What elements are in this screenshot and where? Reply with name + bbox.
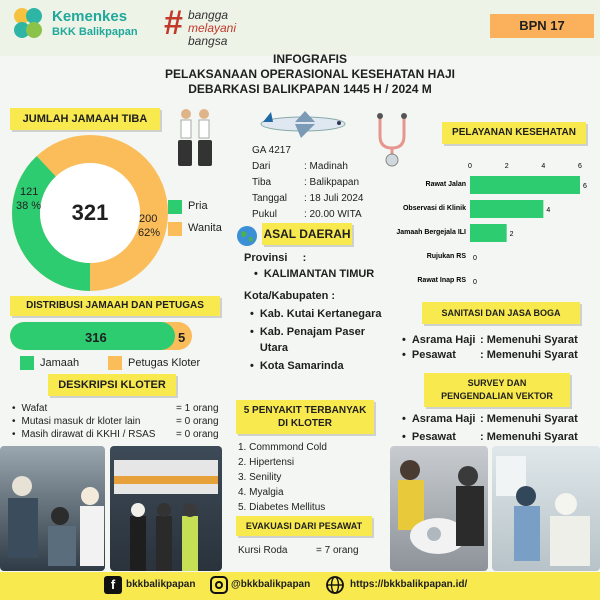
logo-title: Kemenkes (52, 8, 128, 25)
flight-row-value: : 18 Juli 2024 (304, 193, 364, 204)
distribusi-petugas-value: 5 (178, 330, 186, 345)
penyakit-item-label: Diabetes Mellitus (249, 502, 326, 513)
distribusi-heading: DISTRIBUSI JAMAAH DAN PETUGAS (10, 296, 220, 316)
legend-jamaah-label: Jamaah (40, 357, 80, 369)
sanitasi-row-value: : Memenuhi Syarat (480, 334, 578, 346)
deskripsi-heading: DESKRIPSI KLOTER (48, 374, 176, 396)
penyakit-heading-line-2: DI KLOTER (278, 418, 332, 429)
distribusi-jamaah-value: 316 (85, 330, 107, 345)
sanitasi-row-value: : Memenuhi Syarat (480, 349, 578, 361)
deskripsi-rows (12, 402, 219, 441)
evakuasi-label: Kursi Roda (238, 545, 288, 556)
penyakit-item: 3. Senility (238, 472, 282, 483)
survey-heading (424, 373, 570, 407)
kota-item-label: Kab. Penajam Paser Utara (259, 326, 366, 354)
value-label: 0 (473, 279, 477, 286)
title-line-2: PELAKSANAAN OPERASIONAL KESEHATAN HAJI (164, 67, 456, 81)
photo-arrival-cabin (0, 446, 105, 571)
kota-item-label: Kab. Kutai Kertanegara (259, 308, 382, 320)
flight-row-value: : Balikpapan (304, 177, 360, 188)
pilgrims-luggage-icon (174, 106, 218, 168)
value-label: 6 (583, 183, 587, 190)
bar (470, 200, 543, 218)
value-label: 0 (473, 255, 477, 262)
flight-row (252, 175, 364, 191)
sanitasi-rows (402, 333, 578, 363)
airplane-icon (255, 108, 350, 140)
value-label: 4 (546, 207, 551, 214)
flight-row (252, 207, 364, 223)
value-label: 2 (509, 231, 514, 238)
facebook-handle[interactable]: bkkbalikpapan (126, 579, 196, 590)
deskripsi-row-label: • Mutasi masuk dr kloter lain (12, 415, 176, 428)
survey-rows (402, 410, 578, 446)
flight-row-value: : 20.00 WITA (304, 209, 362, 220)
asal-heading: ASAL DAERAH (262, 223, 352, 245)
kota-item: • Kab. Kutai Kertanegara (250, 308, 382, 320)
globe-icon (236, 225, 258, 247)
survey-heading-line-1: SURVEY DAN (467, 378, 527, 388)
slogan-line-1: bangga (188, 8, 229, 22)
title-line-3: DEBARKASI BALIKPAPAN 1445 H / 2024 M (188, 82, 432, 96)
flight-row (252, 159, 364, 175)
deskripsi-row (12, 428, 219, 441)
sanitasi-row (402, 333, 578, 348)
photo-airport-apron (110, 446, 222, 571)
legend-wanita-swatch (168, 222, 182, 236)
flight-row-label: Dari (252, 161, 271, 172)
sanitasi-row (402, 348, 578, 363)
deskripsi-row-label: • Wafat (12, 402, 176, 415)
flight-code: GA 4217 (252, 145, 291, 156)
slogan-line-2: melayani (188, 21, 237, 35)
legend-jamaah-swatch (20, 356, 34, 370)
flight-row-label: Pukul (252, 209, 278, 220)
bar (470, 224, 507, 242)
penyakit-heading-line-1: 5 PENYAKIT TERBANYAK (243, 405, 367, 416)
pria-pct: 38 % (16, 200, 42, 212)
legend-pria-swatch (168, 200, 182, 214)
deskripsi-row-value: = 1 orang (176, 403, 219, 414)
survey-row (402, 410, 578, 428)
survey-row-label: • Asrama Haji (402, 410, 480, 428)
pria-count: 121 (20, 186, 39, 198)
x-tick-label: 0 (468, 163, 472, 170)
facebook-icon: f (104, 576, 122, 594)
legend-petugas-swatch (108, 356, 122, 370)
deskripsi-row (12, 402, 219, 415)
wanita-count: 200 (139, 213, 158, 225)
penyakit-item: 1. Commmond Cold (238, 442, 327, 453)
survey-row-value: : Memenuhi Syarat (480, 413, 578, 425)
donut-total: 321 (71, 200, 109, 225)
kota-list (250, 306, 385, 374)
wanita-pct: 62% (138, 227, 161, 239)
kota-item: • Kota Samarinda (250, 360, 344, 372)
slogan-hash: # (164, 4, 183, 42)
category-label: Rawat Jalan (425, 181, 466, 188)
x-tick-label: 6 (578, 163, 582, 170)
photo-patient-room (492, 446, 600, 571)
category-label: Observasi di Klinik (402, 205, 466, 212)
instagram-icon (210, 576, 228, 594)
bpn-badge: BPN 17 (490, 14, 594, 38)
title-line-1: INFOGRAFIS (273, 52, 347, 66)
flight-row-value: : Madinah (304, 161, 348, 172)
pelayanan-heading: PELAYANAN KESEHATAN (442, 122, 586, 144)
provinsi-label: Provinsi : (244, 252, 307, 264)
category-label: Rawat Inap RS (417, 277, 466, 284)
category-label: Rujukan RS (426, 253, 466, 260)
jamaah-tiba-heading: JUMLAH JAMAAH TIBA (10, 108, 160, 130)
flight-row-label: Tanggal (252, 193, 288, 204)
category-label: Jamaah Bergejala ILI (396, 229, 466, 236)
flight-row-label: Tiba (252, 177, 272, 188)
kota-label: Kota/Kabupaten : (244, 290, 336, 302)
sanitasi-row-label: • Pesawat (402, 348, 480, 363)
kota-item-label: Kota Samarinda (259, 360, 344, 372)
logo-subtitle: BKK Balikpapan (52, 26, 138, 38)
deskripsi-row-label: • Masih dirawat di KKHI / RSAS (12, 428, 176, 441)
legend-wanita-label: Wanita (188, 222, 222, 234)
pelayanan-bar-chart (395, 158, 595, 298)
survey-row-label: • Pesawat (402, 428, 480, 446)
website-link[interactable]: https://bkkbalikpapan.id/ (350, 579, 468, 590)
sanitasi-heading: SANITASI DAN JASA BOGA (422, 302, 580, 324)
penyakit-item-label: Hipertensi (249, 457, 295, 468)
deskripsi-row (12, 415, 219, 428)
penyakit-heading (236, 400, 374, 434)
deskripsi-row-value: = 0 orang (176, 429, 219, 440)
evakuasi-heading: EVAKUASI DARI PESAWAT (236, 516, 372, 536)
kemenkes-logo (10, 6, 46, 42)
legend-petugas-label: Petugas Kloter (128, 357, 201, 369)
globe-web-icon (326, 576, 344, 594)
survey-row-value: : Memenuhi Syarat (480, 431, 578, 443)
sanitasi-row-label: • Asrama Haji (402, 333, 480, 348)
penyakit-item: 4. Myalgia (238, 487, 284, 498)
survey-heading-line-2: PENGENDALIAN VEKTOR (441, 391, 553, 401)
slogan-line-3: bangsa (188, 34, 228, 48)
flight-row (252, 191, 364, 207)
penyakit-item: 2. Hipertensi (238, 457, 295, 468)
penyakit-list (238, 440, 327, 515)
penyakit-item: 5. Diabetes Mellitus (238, 502, 326, 513)
kota-item: • Kab. Penajam Paser Utara (250, 324, 385, 356)
evakuasi-value: = 7 orang (316, 545, 359, 556)
penyakit-item-label: Commmond Cold (249, 442, 327, 453)
x-tick-label: 4 (541, 163, 546, 170)
penyakit-item-label: Senility (249, 472, 282, 483)
flight-details (252, 159, 364, 223)
instagram-handle[interactable]: @bkkbalikpapan (231, 579, 311, 590)
x-tick-label: 2 (504, 163, 509, 170)
penyakit-item-label: Myalgia (249, 487, 284, 498)
bar (470, 176, 580, 194)
provinsi-value: • KALIMANTAN TIMUR (254, 268, 374, 280)
survey-row (402, 428, 578, 446)
photo-health-check (390, 446, 488, 571)
legend-pria-label: Pria (188, 200, 208, 212)
deskripsi-row-value: = 0 orang (176, 416, 219, 427)
